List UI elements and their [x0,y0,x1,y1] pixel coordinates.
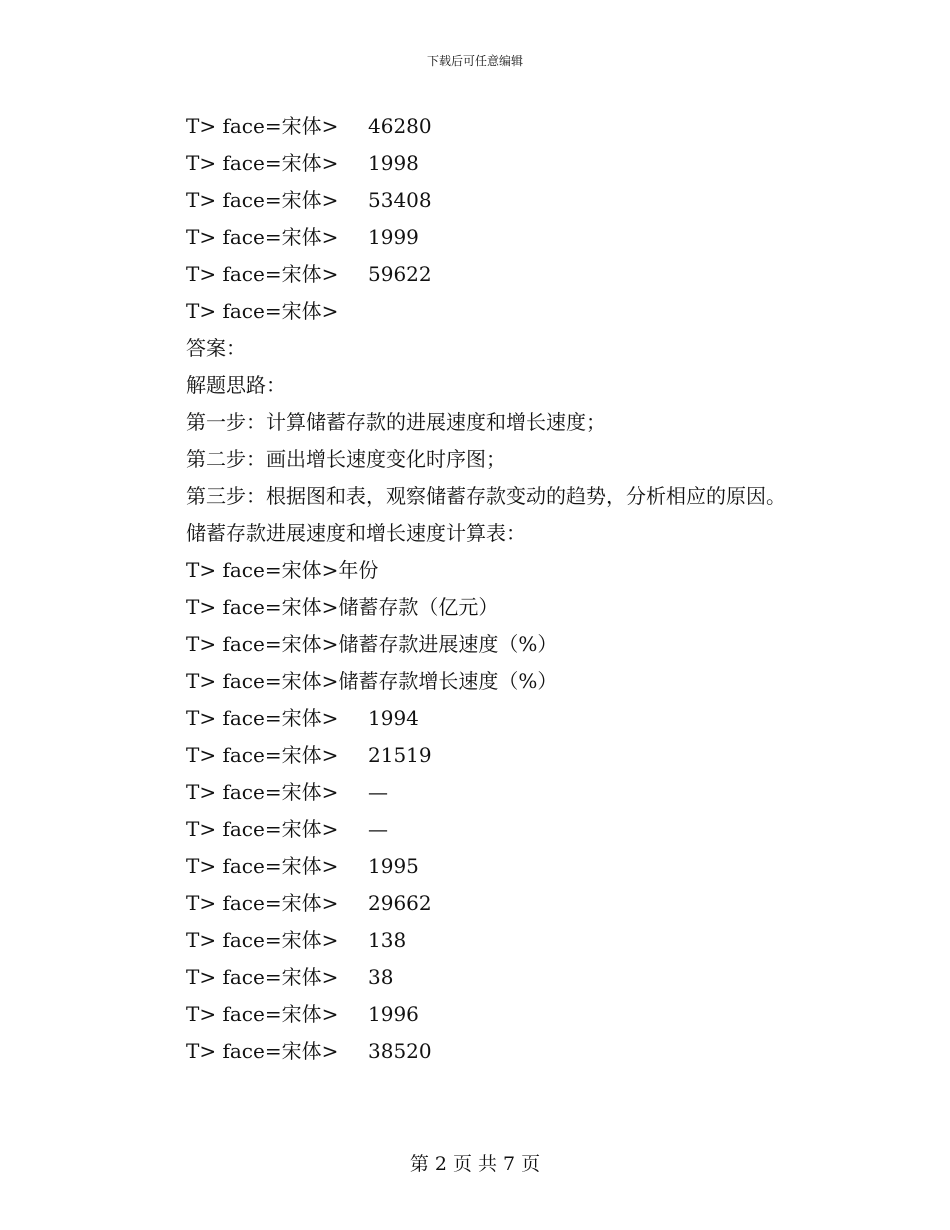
row-value: 53408 [368,188,432,212]
header-row [142,552,802,589]
row-value: 1994 [368,706,419,730]
row-tag: T> face=宋体> [186,558,339,582]
row-value: 1998 [368,151,419,175]
row-value: — [368,817,388,841]
data-row [142,108,802,145]
row-value: 29662 [368,891,432,915]
row-value: 46280 [368,114,432,138]
row-value: 1996 [368,1002,419,1026]
data-row [142,848,802,885]
row-tag: T> face=宋体> [186,965,339,989]
data-row [142,774,802,811]
row-tag: T> face=宋体> [186,114,339,138]
header-row [142,589,802,626]
step-three: 第三步：根据图和表，观察储蓄存款变动的趋势，分析相应的原因。 [186,484,786,508]
page-header: 下载后可任意编辑 [426,54,523,68]
data-row [142,885,802,922]
row-tag: T> face=宋体> [186,854,339,878]
table-title: 储蓄存款进展速度和增长速度计算表： [186,521,526,545]
row-tag: T> face=宋体> [186,262,339,286]
page-footer: 第 2 页 共 7 页 [409,1153,541,1175]
data-row [142,700,802,737]
row-tag: T> face=宋体> [186,595,339,619]
header-row [142,626,802,663]
data-row [142,959,802,996]
data-row [142,256,802,293]
approach-label: 解题思路： [186,373,286,397]
row-value: 1995 [368,854,419,878]
row-tag: T> face=宋体> [186,891,339,915]
row-tag: T> face=宋体> [186,299,339,323]
step-one: 第一步：计算储蓄存款的进展速度和增长速度； [186,410,606,434]
row-tag: T> face=宋体> [186,151,339,175]
document-body [142,108,802,1070]
row-tag: T> face=宋体> [186,743,339,767]
data-row [142,737,802,774]
header-row [142,663,802,700]
row-value: 38 [368,965,394,989]
row-value: 储蓄存款（亿元） [338,595,499,619]
row-tag: T> face=宋体> [186,669,339,693]
row-value: 138 [368,928,407,952]
data-row [142,219,802,256]
row-value: 1999 [368,225,419,249]
row-tag: T> face=宋体> [186,225,339,249]
row-value: — [368,780,388,804]
data-row [142,811,802,848]
row-tag: T> face=宋体> [186,188,339,212]
row-tag: T> face=宋体> [186,632,339,656]
data-row [142,922,802,959]
data-row [142,293,802,330]
row-value: 年份 [338,558,379,582]
step-two: 第二步：画出增长速度变化时序图； [186,447,506,471]
row-tag: T> face=宋体> [186,1039,339,1063]
row-value: 储蓄存款进展速度（%） [338,632,558,656]
answer-label: 答案： [186,336,246,360]
row-tag: T> face=宋体> [186,780,339,804]
row-tag: T> face=宋体> [186,817,339,841]
data-row [142,182,802,219]
row-tag: T> face=宋体> [186,706,339,730]
row-tag: T> face=宋体> [186,1002,339,1026]
row-value: 储蓄存款增长速度（%） [338,669,558,693]
data-row [142,996,802,1033]
data-row [142,1033,802,1070]
row-value: 21519 [368,743,432,767]
row-value: 38520 [368,1039,432,1063]
row-value: 59622 [368,262,432,286]
row-tag: T> face=宋体> [186,928,339,952]
data-row [142,145,802,182]
